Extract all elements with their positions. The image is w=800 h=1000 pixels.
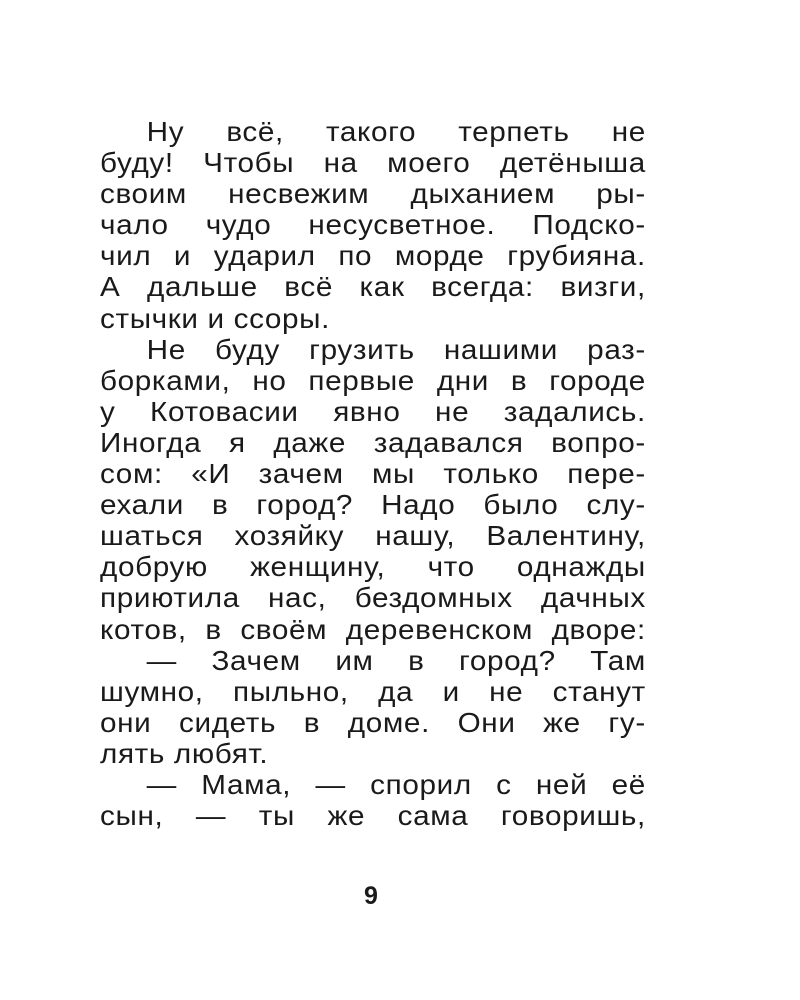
text-line: чил и ударил по морде грубияна.	[100, 240, 646, 272]
page-number: 9	[364, 882, 378, 910]
text-line: борками, но первые дни в городе	[100, 364, 646, 396]
text-line: шумно, пыльно, да и не станут	[100, 675, 646, 707]
text-line: добрую женщину, что однажды	[100, 551, 646, 583]
text-line: чало чудо несусветное. Подско-	[100, 209, 646, 241]
text-line: А дальше всё как всегда: визги,	[100, 271, 646, 303]
text-line: Не буду грузить нашими раз-	[146, 333, 646, 365]
text-line: — Зачем им в город? Там	[146, 644, 646, 676]
text-line: своим несвежим дыханием ры-	[100, 178, 646, 210]
text-line: ехали в город? Надо было слу-	[100, 489, 646, 521]
text-line: лять любят.	[100, 737, 269, 769]
text-line: Иногда я даже задавался вопро-	[100, 426, 646, 458]
text-line: стычки и ссоры.	[100, 302, 331, 334]
text-line: буду! Чтобы на моего детёныша	[100, 147, 646, 179]
text-line: они сидеть в доме. Они же гу-	[100, 706, 646, 738]
text-line: сом: «И зачем мы только пере-	[100, 458, 646, 490]
text-line: шаться хозяйку нашу, Валентину,	[100, 520, 646, 552]
text-line: у Котовасии явно не задались.	[100, 395, 646, 427]
text-line: котов, в своём деревенском дворе:	[100, 613, 646, 645]
text-line: — Мама, — спорил с ней её	[146, 768, 646, 800]
text-line: Ну всё, такого терпеть не	[146, 116, 646, 147]
text-line: сын, — ты же сама говоришь,	[100, 800, 646, 832]
body-text	[100, 116, 646, 831]
text-line: приютила нас, бездомных дачных	[100, 582, 646, 614]
